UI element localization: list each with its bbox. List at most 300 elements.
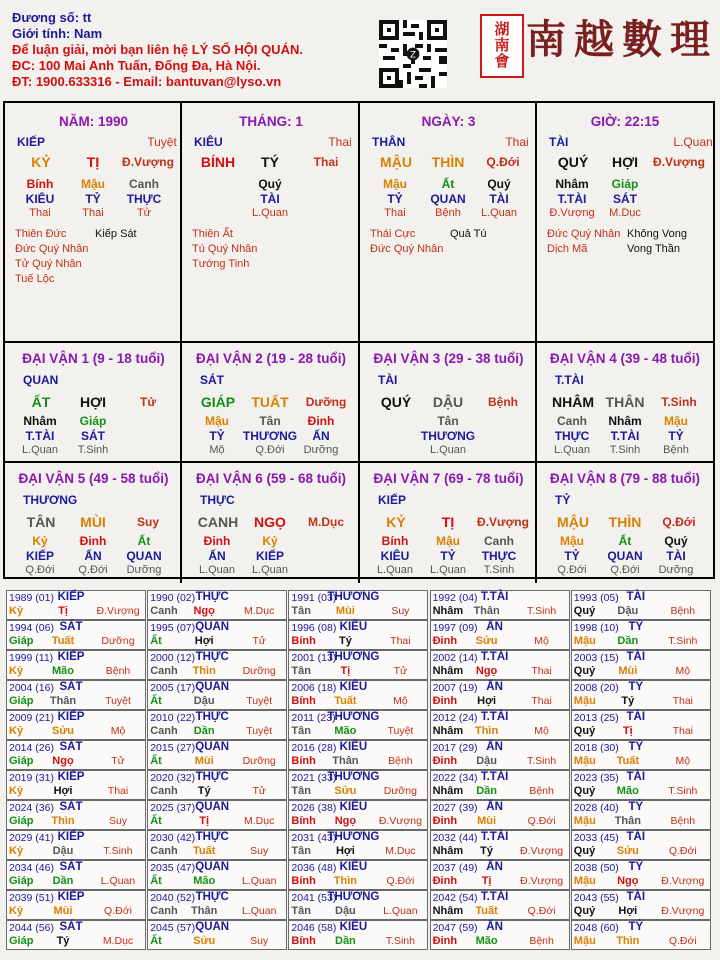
logo-calligraphy — [522, 6, 714, 66]
annual-stage: Mộ — [534, 635, 549, 647]
annual-stage: Thai — [390, 635, 411, 647]
hidden-stem: Mậu — [205, 414, 229, 428]
annual-year: 1994 (06) — [9, 622, 54, 634]
annual-stem: Canh — [150, 665, 178, 677]
hidden-stage: M.Dục — [609, 207, 641, 219]
annual-ten-god: KIÊU — [339, 861, 368, 873]
annual-stage: Mộ — [675, 755, 691, 767]
annual-stem: Nhâm — [432, 905, 464, 917]
earthly-branch: HỢI — [80, 394, 106, 410]
earthly-branch: TỊ — [86, 154, 100, 170]
earthly-branch: NGỌ — [254, 514, 286, 530]
pillar-title: GIỜ: 22:15 — [590, 114, 660, 129]
star-left: TÀI — [549, 135, 569, 149]
annual-ten-god: THƯƠNG — [327, 771, 380, 783]
annual-cell[interactable] — [430, 590, 570, 620]
annual-ten-god: QUAN — [195, 801, 230, 813]
dai-van-title: ĐẠI VẬN 7 (69 - 78 tuổi) — [373, 471, 524, 486]
annual-stage: Thai — [531, 665, 552, 677]
heavenly-stem: MẬU — [557, 514, 589, 530]
heavenly-stem: TÂN — [26, 514, 56, 530]
annual-stem: Đinh — [432, 695, 458, 707]
annual-stage: Q.Đới — [386, 875, 415, 887]
annual-cell[interactable] — [147, 860, 287, 890]
logo-glyph: 南 — [526, 15, 566, 63]
annual-stem: Tân — [291, 845, 311, 857]
annual-stem: Quý — [573, 845, 596, 857]
hidden-ten-god: T.TÀI — [25, 429, 55, 443]
hidden-stage: L.Quan — [429, 564, 467, 576]
dai-van-cell[interactable] — [360, 343, 537, 463]
annual-year: 2024 (36) — [9, 802, 54, 814]
annual-branch: Dần — [476, 785, 497, 797]
annual-stem: Đinh — [432, 815, 458, 827]
annual-stem: Bính — [291, 875, 316, 887]
annual-stem: Mậu — [573, 695, 596, 707]
annual-stem: Bính — [291, 935, 316, 947]
dai-van-cell[interactable] — [360, 463, 537, 583]
annual-ten-god: SÁT — [59, 741, 83, 753]
annual-cell[interactable] — [147, 830, 287, 860]
annual-cell[interactable] — [147, 590, 287, 620]
annual-stage: Tuyệt — [387, 725, 414, 737]
annual-stage: T.Sinh — [668, 635, 698, 647]
annual-cell[interactable] — [147, 740, 287, 770]
annual-stem: Đinh — [432, 755, 458, 767]
annual-branch: Dậu — [476, 755, 497, 767]
annual-year: 2029 (41) — [9, 832, 54, 844]
hidden-stage: Thai — [29, 207, 51, 219]
hidden-stem: Kỷ — [32, 534, 48, 548]
logo-glyph: 越 — [574, 15, 614, 63]
pillar-cell[interactable] — [537, 103, 713, 343]
annual-cell[interactable] — [6, 890, 146, 920]
annual-cell[interactable] — [288, 830, 428, 860]
annual-stem: Mậu — [573, 635, 596, 647]
annual-stage: Dưỡng — [242, 755, 276, 767]
hidden-ten-god: SÁT — [81, 429, 105, 443]
star-right: L.Quan — [673, 135, 713, 149]
annual-ten-god: KIẾP — [57, 891, 85, 903]
annual-cell[interactable] — [147, 620, 287, 650]
annual-stage: Suy — [108, 815, 128, 827]
annual-cell[interactable] — [6, 680, 146, 710]
annual-stem: Giáp — [9, 815, 34, 827]
annual-cell[interactable] — [6, 620, 146, 650]
annual-cell[interactable] — [147, 770, 287, 800]
annual-cell[interactable] — [571, 860, 711, 890]
annual-stem: Canh — [150, 605, 178, 617]
annual-ten-god: TỶ — [628, 741, 644, 753]
hidden-stage: Thai — [82, 207, 104, 219]
annual-cell[interactable] — [571, 920, 711, 950]
dai-van-cell[interactable] — [5, 463, 182, 583]
annual-branch: Mùi — [618, 665, 638, 677]
annual-cell[interactable] — [430, 920, 570, 950]
annual-branch: Dậu — [617, 605, 639, 617]
annual-cell[interactable] — [288, 800, 428, 830]
annual-cell[interactable] — [6, 860, 146, 890]
annual-ten-god: ẤN — [486, 921, 503, 933]
annual-year: 2043 (55) — [573, 892, 619, 904]
annual-branch: Tý — [56, 935, 70, 947]
annual-year: 1991 (03) — [291, 592, 337, 604]
annual-cell[interactable] — [430, 830, 570, 860]
annual-ten-god: KIẾP — [57, 651, 85, 663]
annual-cell[interactable] — [147, 920, 287, 950]
hidden-stage: Bệnh — [663, 444, 689, 456]
annual-year: 2027 (39) — [432, 802, 478, 814]
annual-cell[interactable] — [430, 710, 570, 740]
annual-year: 2040 (52) — [150, 892, 196, 904]
annual-branch: Tý — [338, 635, 352, 647]
annual-cell[interactable] — [288, 710, 428, 740]
life-stage: Q.Đới — [662, 515, 696, 529]
annual-stage: L.Quan — [100, 875, 136, 887]
annual-cell[interactable] — [571, 590, 711, 620]
annual-year: 2048 (60) — [573, 922, 619, 934]
annual-branch: Dần — [193, 725, 215, 737]
annual-year: 1995 (07) — [150, 622, 196, 634]
hidden-ten-god: QUAN — [607, 549, 643, 563]
annual-stem: Bính — [291, 815, 316, 827]
hidden-stage: Dưỡng — [303, 444, 339, 456]
annual-stage: Thai — [672, 725, 694, 737]
annual-stage: Mộ — [534, 725, 549, 737]
annual-stem: Quý — [573, 725, 596, 737]
hidden-stage: Q.Đới — [25, 564, 55, 576]
hidden-stem: Giáp — [79, 414, 107, 428]
owner-label: Đương số: — [12, 10, 80, 25]
hidden-stem: Đinh — [203, 534, 231, 548]
annual-stem: Đinh — [432, 875, 458, 887]
annual-cell[interactable] — [571, 680, 711, 710]
annual-branch: Thân — [191, 905, 218, 917]
hidden-stage: Q.Đới — [610, 564, 640, 576]
heavenly-stem: QUÝ — [557, 154, 589, 170]
hidden-stage: Q.Đới — [557, 564, 587, 576]
annual-cell[interactable] — [6, 830, 146, 860]
gender-value: Nam — [73, 26, 103, 41]
annual-cell[interactable] — [571, 800, 711, 830]
hidden-ten-god: TÀI — [666, 549, 686, 563]
annual-cell[interactable] — [6, 920, 146, 950]
annual-ten-god: TÀI — [626, 651, 646, 663]
annual-ten-god: THỰC — [195, 711, 229, 723]
annual-branch: Tuất — [51, 635, 75, 647]
star-left: THÂN — [372, 135, 406, 149]
red-seal-stamp: 湖 南 會 — [480, 14, 524, 78]
annual-stage: T.Sinh — [527, 755, 557, 767]
annual-branch: Hợi — [194, 635, 214, 647]
annual-branch: Dần — [335, 935, 356, 947]
annual-year: 2015 (27) — [150, 742, 196, 754]
annual-stem: Nhâm — [432, 845, 464, 857]
annual-branch: Hợi — [335, 845, 355, 857]
annual-year: 2017 (29) — [432, 742, 478, 754]
hidden-stem: Nhâm — [23, 414, 57, 428]
annual-branch: Mùi — [477, 815, 497, 827]
annual-cell[interactable] — [571, 830, 711, 860]
annual-year: 2011 (23) — [291, 712, 336, 724]
annual-branch: Tị — [622, 725, 633, 737]
annual-cell[interactable] — [430, 650, 570, 680]
dai-van-star: KIẾP — [378, 493, 407, 507]
annual-cell[interactable] — [147, 710, 287, 740]
hidden-ten-god: THỰC — [481, 549, 517, 563]
dai-van-cell[interactable] — [537, 343, 713, 463]
hidden-ten-god: THỰC — [554, 429, 590, 443]
earthly-branch: MÙI — [80, 514, 106, 530]
hidden-ten-god: KIÊU — [25, 192, 55, 206]
dai-van-cell[interactable] — [182, 343, 360, 463]
heavenly-stem: CANH — [197, 514, 239, 530]
annual-cell[interactable] — [288, 740, 428, 770]
annual-ten-god: THỰC — [195, 771, 229, 783]
shensha-right: Vong Thần — [627, 243, 681, 255]
annual-branch: Thìn — [333, 875, 357, 887]
annual-stage: Tuyệt — [246, 725, 273, 737]
annual-cell[interactable] — [288, 590, 428, 620]
hidden-stem: Quý — [487, 177, 511, 191]
dai-van-star: T.TÀI — [555, 373, 584, 387]
annual-stem: Tân — [291, 785, 311, 797]
annual-cell[interactable] — [6, 590, 146, 620]
annual-stem: Kỷ — [9, 725, 24, 737]
annual-cell[interactable] — [147, 890, 287, 920]
annual-stem: Canh — [150, 845, 178, 857]
shensha-left: Tú Quý Nhân — [192, 243, 258, 255]
annual-branch: Sửu — [334, 785, 357, 797]
hidden-ten-god: THƯƠNG — [242, 429, 298, 443]
annual-year: 2038 (50) — [573, 862, 619, 874]
annual-stage: Dưỡng — [242, 665, 276, 677]
annual-year: 2030 (42) — [150, 832, 196, 844]
hidden-stage: L.Quan — [553, 444, 591, 456]
annual-cell[interactable] — [6, 710, 146, 740]
annual-cell[interactable] — [430, 890, 570, 920]
annual-branch: Ngọ — [52, 755, 74, 767]
annual-stage: L.Quan — [241, 905, 277, 917]
annual-cell[interactable] — [288, 650, 428, 680]
annual-cell[interactable] — [147, 800, 287, 830]
annual-stage: Q.Đới — [527, 905, 556, 917]
hidden-stage: L.Quan — [480, 207, 518, 219]
annual-cell[interactable] — [288, 620, 428, 650]
shensha-left: Tuế Lộc — [15, 273, 55, 285]
hidden-ten-god: ẤN — [84, 549, 102, 563]
annual-year: 1996 (08) — [291, 622, 337, 634]
hidden-stem: Nhâm — [555, 177, 589, 191]
annual-stem: Tân — [291, 905, 311, 917]
life-stage: Suy — [136, 515, 160, 529]
earthly-branch: TÝ — [261, 154, 279, 170]
annual-cell[interactable] — [6, 800, 146, 830]
annual-cell[interactable] — [430, 740, 570, 770]
hidden-stage: Tử — [136, 207, 152, 219]
annual-year: 2026 (38) — [291, 802, 337, 814]
annual-cell[interactable] — [288, 890, 428, 920]
annual-branch: Sửu — [51, 725, 75, 737]
annual-stem: Kỷ — [9, 665, 24, 677]
annual-year: 2035 (47) — [150, 862, 196, 874]
annual-stage: Mộ — [393, 695, 408, 707]
annual-branch: Mùi — [194, 755, 214, 767]
dai-van-cell[interactable] — [5, 343, 182, 463]
hidden-stem: Ất — [137, 534, 151, 548]
hidden-stage: Đ.Vượng — [549, 207, 595, 219]
earthly-branch: THÂN — [605, 394, 645, 410]
annual-stage: Thai — [107, 785, 129, 797]
annual-ten-god: T.TÀI — [480, 651, 509, 663]
annual-branch: Thân — [332, 755, 359, 767]
earthly-branch: THÌN — [431, 154, 465, 170]
annual-ten-god: TỶ — [628, 621, 644, 633]
annual-ten-god: SÁT — [59, 921, 83, 933]
annual-year: 2006 (18) — [291, 682, 337, 694]
hidden-ten-god: ẤN — [312, 429, 330, 443]
dai-van-title: ĐẠI VẬN 4 (39 - 48 tuổi) — [549, 351, 701, 366]
annual-stage: Bệnh — [529, 785, 554, 797]
annual-year: 2025 (37) — [150, 802, 196, 814]
annual-year: 2000 (12) — [150, 652, 196, 664]
pillar-cell[interactable] — [360, 103, 537, 343]
hidden-stage: T.Sinh — [609, 444, 641, 456]
annual-stage: Đ.Vượng — [661, 905, 705, 917]
annual-cell[interactable] — [288, 770, 428, 800]
annual-branch: Tuất — [334, 695, 357, 707]
hidden-stage: L.Quan — [429, 444, 467, 456]
annual-year: 2041 (53) — [291, 892, 337, 904]
dai-van-cell[interactable] — [182, 463, 360, 583]
annual-year: 1993 (05) — [573, 592, 619, 604]
annual-cell[interactable] — [288, 680, 428, 710]
annual-cell[interactable] — [430, 770, 570, 800]
annual-cell[interactable] — [6, 740, 146, 770]
hidden-ten-god: THƯƠNG — [420, 429, 476, 443]
hidden-stem: Bính — [381, 534, 409, 548]
annual-stem: Giáp — [9, 755, 34, 767]
annual-year: 2008 (20) — [573, 682, 619, 694]
annual-ten-god: T.TÀI — [480, 711, 509, 723]
dai-van-cell[interactable] — [537, 463, 713, 583]
annual-stem: Canh — [150, 725, 178, 737]
hidden-stem: Bính — [26, 177, 54, 191]
annual-stem: Canh — [150, 905, 178, 917]
annual-cell[interactable] — [288, 920, 428, 950]
earthly-branch: TUẤT — [251, 394, 289, 410]
annual-branch: Hợi — [53, 785, 73, 797]
hidden-stage: L.Quan — [376, 564, 414, 576]
hidden-ten-god: T.TÀI — [610, 429, 640, 443]
shensha-left: Thiên Ất — [192, 228, 233, 240]
annual-year: 1989 (01) — [9, 592, 54, 604]
earthly-branch: THÌN — [608, 514, 642, 530]
annual-stem: Bính — [291, 635, 316, 647]
annual-cell[interactable] — [571, 890, 711, 920]
annual-stem: Ất — [150, 875, 162, 887]
heavenly-stem: NHÂM — [552, 394, 594, 410]
hidden-ten-god: TỶ — [85, 192, 101, 206]
hidden-ten-god: TỶ — [564, 549, 580, 563]
annual-stage: L.Quan — [383, 905, 418, 917]
shensha-left: Tử Quý Nhân — [15, 258, 82, 270]
annual-stem: Quý — [573, 785, 596, 797]
earthly-branch: TỊ — [441, 514, 455, 530]
annual-stage: Suy — [250, 935, 269, 947]
hidden-stem: Canh — [484, 534, 514, 548]
hidden-stem: Quý — [664, 534, 688, 548]
shensha-left: Đức Quý Nhân — [370, 243, 444, 255]
annual-cell[interactable] — [147, 680, 287, 710]
annual-cell[interactable] — [288, 860, 428, 890]
annual-branch: Tý — [480, 845, 494, 857]
annual-stage: Q.Đới — [527, 815, 556, 827]
annual-ten-god: KIÊU — [339, 621, 368, 633]
pillar-cell[interactable] — [5, 103, 182, 343]
annual-branch: Ngọ — [334, 815, 357, 827]
pillar-cell[interactable] — [182, 103, 360, 343]
hidden-stem: Mậu — [383, 177, 407, 191]
annual-ten-god: T.TÀI — [480, 831, 509, 843]
annual-branch: Dậu — [193, 695, 215, 707]
hidden-stage: L.Quan — [251, 564, 289, 576]
annual-cell[interactable] — [430, 860, 570, 890]
annual-cell[interactable] — [571, 710, 711, 740]
annual-stem: Ất — [150, 755, 162, 767]
annual-cell[interactable] — [571, 650, 711, 680]
hidden-ten-god: T.TÀI — [557, 192, 587, 206]
annual-cell[interactable] — [571, 740, 711, 770]
annual-year: 2046 (58) — [291, 922, 337, 934]
life-stage: T.Sinh — [661, 395, 697, 409]
shensha-left: Thiên Đức — [15, 228, 67, 240]
annual-cell[interactable] — [6, 770, 146, 800]
qr-code-icon[interactable] — [379, 20, 447, 88]
annual-branch: Mão — [193, 875, 216, 887]
annual-cell[interactable] — [430, 620, 570, 650]
annual-ten-god: SÁT — [59, 621, 83, 633]
annual-cell[interactable] — [571, 770, 711, 800]
hidden-stem: Giáp — [611, 177, 639, 191]
hidden-stage: Mộ — [209, 444, 225, 456]
hidden-stem: Nhâm — [608, 414, 642, 428]
annual-cell[interactable] — [571, 620, 711, 650]
annual-branch: Tị — [199, 815, 210, 827]
annual-ten-god: ẤN — [486, 681, 503, 693]
annual-stage: Tử — [111, 755, 125, 767]
annual-cell[interactable] — [147, 650, 287, 680]
annual-year: 2023 (35) — [573, 772, 619, 784]
annual-cell[interactable] — [6, 650, 146, 680]
hidden-stem: Tân — [437, 414, 459, 428]
annual-cell[interactable] — [430, 800, 570, 830]
annual-year: 1997 (09) — [432, 622, 478, 634]
annual-branch: Dậu — [52, 845, 74, 857]
heavenly-stem: QUÝ — [380, 394, 412, 410]
hidden-stem: Quý — [258, 177, 282, 191]
annual-year: 1999 (11) — [9, 652, 54, 664]
annual-cell[interactable] — [430, 680, 570, 710]
annual-stage: Mộ — [675, 665, 691, 677]
annual-ten-god: KIẾP — [57, 831, 85, 843]
shensha-left: Thái Cực — [370, 228, 416, 240]
dai-van-title: ĐẠI VẬN 5 (49 - 58 tuổi) — [18, 471, 169, 486]
shensha-left: Đức Quý Nhân — [547, 228, 621, 240]
annual-ten-god: SÁT — [59, 861, 83, 873]
annual-year: 2001 (13) — [291, 652, 337, 664]
annual-ten-god: THỰC — [195, 651, 229, 663]
